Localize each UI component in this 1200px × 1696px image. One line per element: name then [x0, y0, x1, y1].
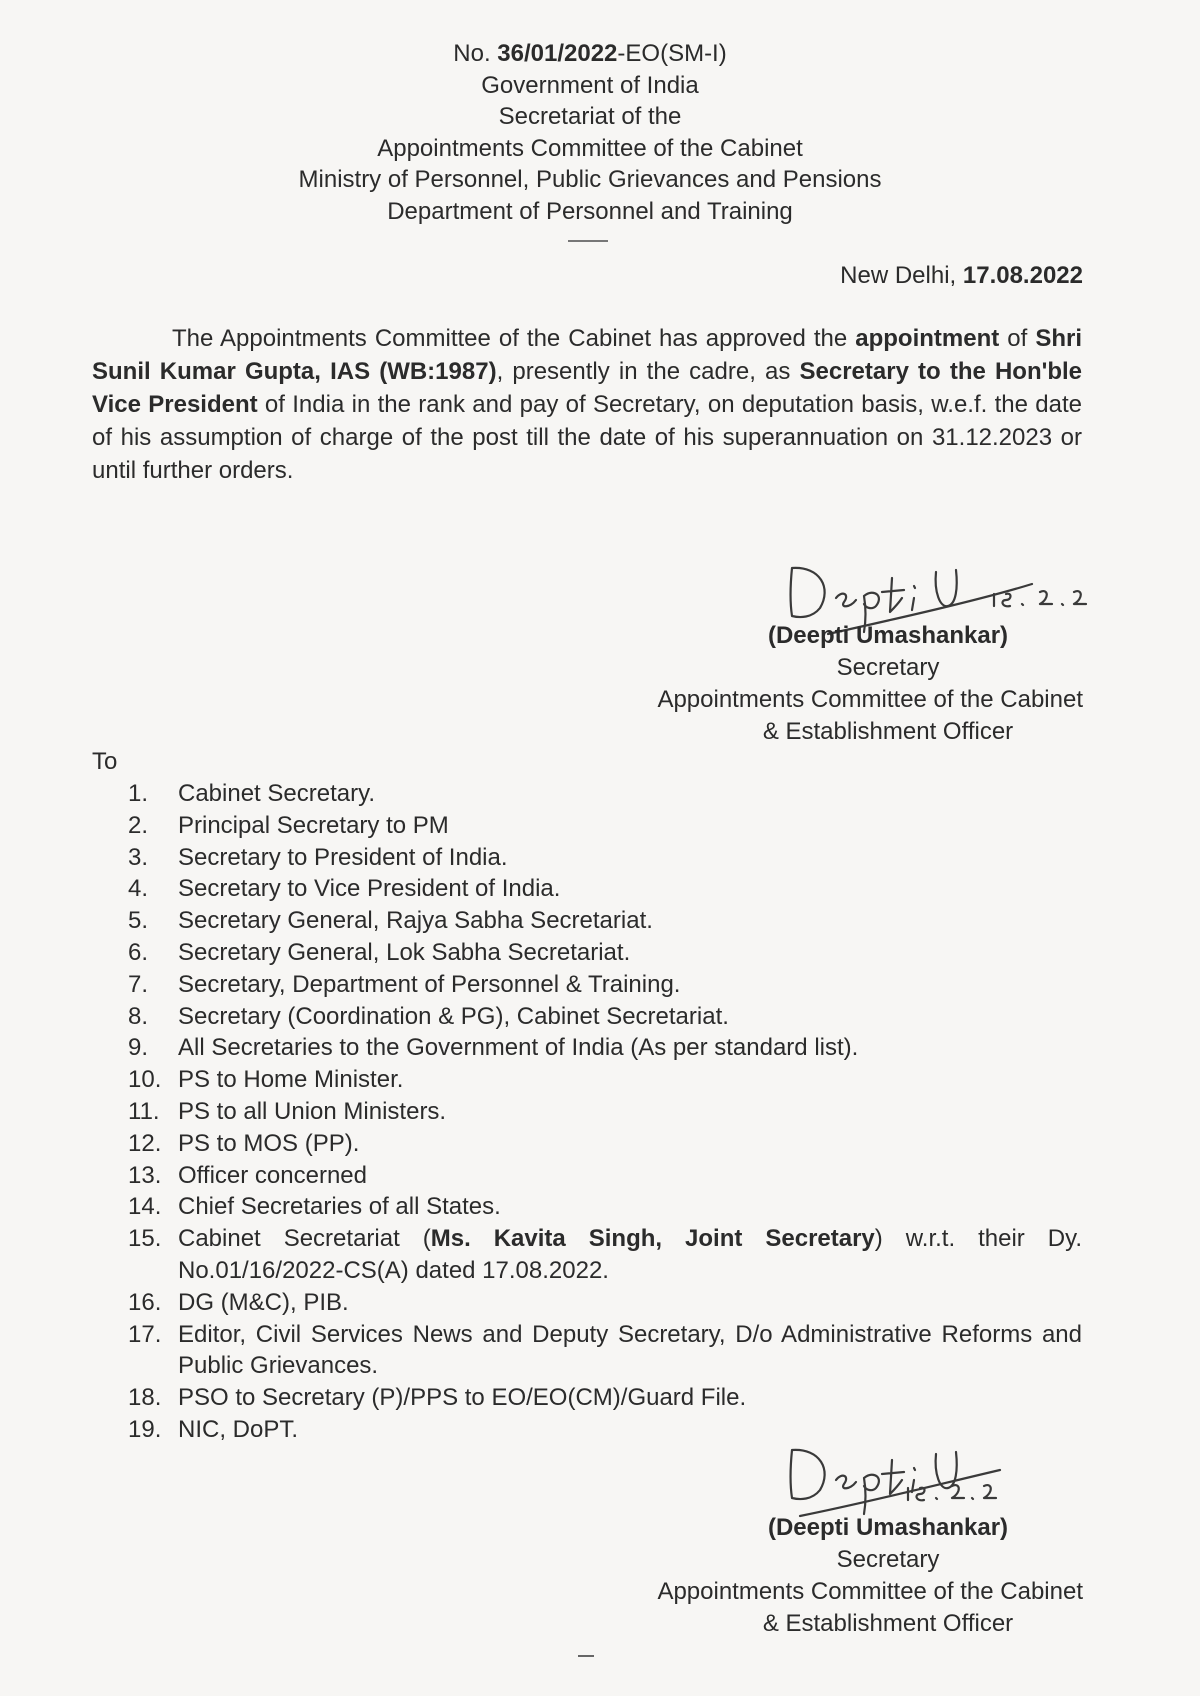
list-item: 1. Cabinet Secretary.	[128, 780, 375, 807]
list-item: 19. NIC, DoPT.	[128, 1415, 299, 1443]
list-item: 5. Secretary General, Rajya Sabha Secretariat.	[128, 907, 653, 935]
reference-number: No. 36/01/2022-EO(SM-I)	[453, 40, 727, 67]
header-line: Department of Personnel and Training	[387, 197, 793, 225]
signatory-designation: Appointments Committee of the Cabinet	[657, 1578, 1083, 1605]
list-item: 8. Secretary (Coordination & PG), Cabinet Secretariat.	[128, 1002, 729, 1030]
header-line: Secretariat of the	[498, 103, 682, 131]
header-line: Ministry of Personnel, Public Grievances and Pensions	[298, 166, 882, 194]
signature-2-icon	[780, 1430, 1060, 1520]
list-item: 13. Officer concerned	[128, 1161, 367, 1189]
list-item: 10. PS to Home Minister.	[128, 1066, 404, 1094]
signatory-designation: Appointments Committee of the Cabinet	[657, 686, 1083, 713]
list-item: 12. PS to MOS (PP).	[128, 1129, 360, 1157]
list-item: 16. DG (M&C), PIB.	[128, 1288, 349, 1316]
list-item: 4. Secretary to Vice President of India.	[128, 875, 561, 903]
list-item: 3. Secretary to President of India.	[128, 843, 508, 871]
list-item: 9. All Secretaries to the Government of India (As per standard list).	[128, 1034, 859, 1062]
signatory-name: (Deepti Umashankar)	[767, 622, 1009, 649]
header-line: Appointments Committee of the Cabinet	[377, 134, 803, 162]
header-separator	[568, 240, 608, 242]
list-item: 2. Principal Secretary to PM	[128, 811, 449, 839]
date-line: New Delhi, 17.08.2022	[840, 262, 1083, 289]
list-item: 18. PSO to Secretary (P)/PPS to EO/EO(CM)/Guard File.	[128, 1384, 747, 1412]
to-label: To	[92, 748, 118, 775]
list-item: 7. Secretary, Department of Personnel & Training.	[128, 970, 681, 998]
signature-block-2	[563, 1512, 1083, 1640]
signatory-designation: & Establishment Officer	[762, 718, 1014, 745]
list-item: 15. Cabinet Secretariat (Ms. Kavita Singh, Joint Secretary) w.r.t. their Dy. No.01/16/2022-CS(A) dated 17.08.2022.	[128, 1225, 1082, 1284]
signatory-designation: Secretary	[836, 654, 940, 681]
list-item: 11. PS to all Union Ministers.	[128, 1097, 447, 1125]
list-item: 17. Editor, Civil Services News and Deputy Secretary, D/o Administrative Reforms and Public Grievances.	[128, 1320, 1082, 1380]
list-item: 6. Secretary General, Lok Sabha Secretariat.	[128, 938, 631, 966]
signatory-name: (Deepti Umashankar)	[767, 1514, 1009, 1541]
recipient-list	[128, 778, 1082, 1446]
body-paragraph: The Appointments Committee of the Cabinet has approved the appointment of Shri Sunil Kumar Gupta, IAS (WB:1987), presently in the cadre, as Secretary to the Hon'ble Vice President of India in the rank and pay of Secretary, on deputation basis, w.e.f. the date of his assumption of charge of the post till the date of his superannuation on 31.12.2023 or until further orders.	[92, 325, 1082, 484]
header-line: Government of India	[481, 71, 699, 99]
signatory-designation: & Establishment Officer	[762, 1610, 1014, 1637]
signatory-designation: Secretary	[836, 1546, 940, 1573]
footer-mark	[578, 1655, 594, 1657]
list-item: 14. Chief Secretaries of all States.	[128, 1193, 501, 1221]
document-header	[0, 38, 1180, 228]
signature-block-1	[563, 620, 1083, 748]
